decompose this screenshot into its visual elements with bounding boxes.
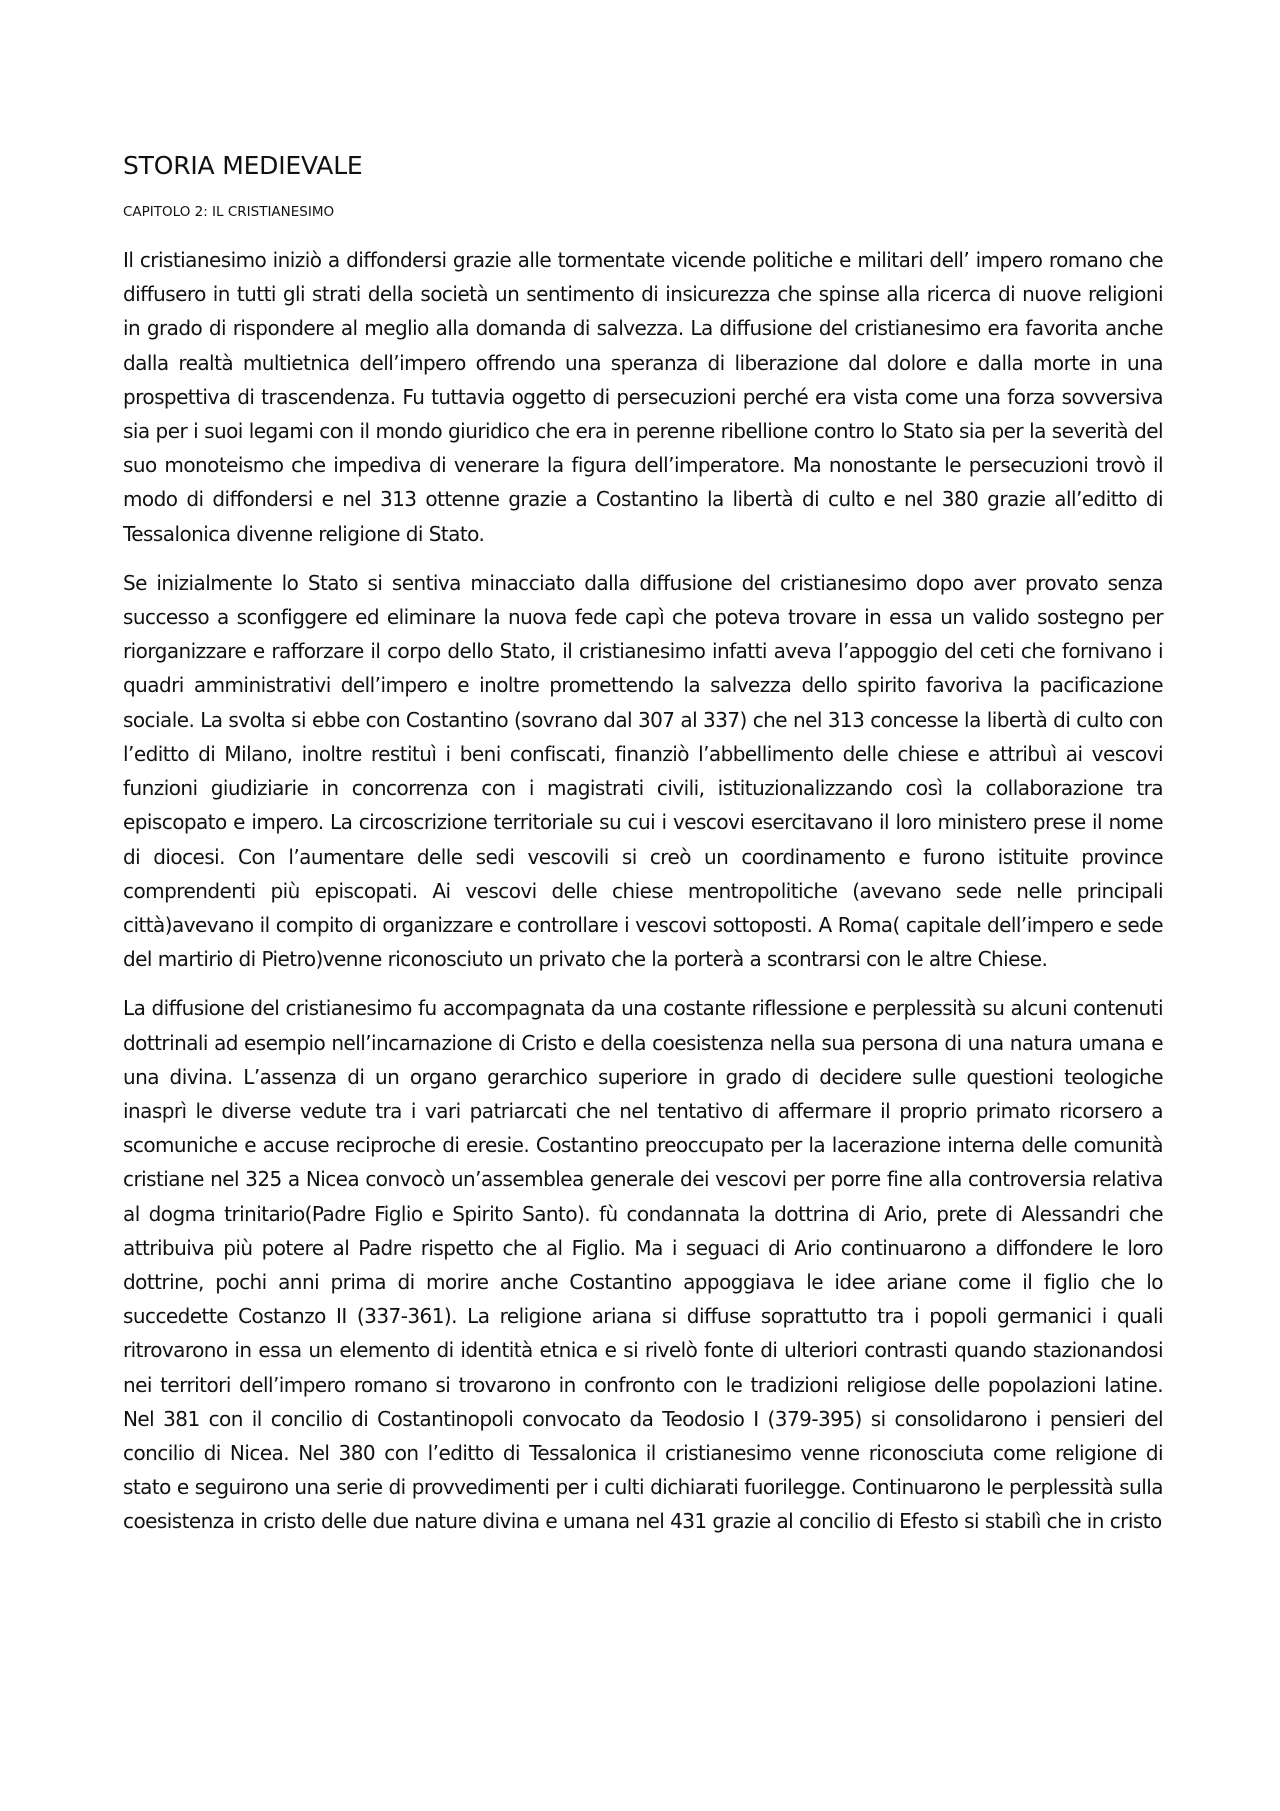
paragraph-2: Se inizialmente lo Stato si sentiva minacciato dalla diffusione del cristianesimo dopo aver provato senza successo a sconfiggere ed eliminare la nuova fede capì che poteva trovare in essa un valido sostegno per riorganizzare e rafforzare il corpo dello Stato, il cristianesimo infatti aveva l’appoggio del ceti che fornivano i quadri amministrativi dell’impero e inoltre promettendo la salvezza dello spirito favoriva la pacificazione sociale. La svolta si ebbe con Costantino (sovrano dal 307 al 337) che nel 313 concesse la libertà di culto con l’editto di Milano, inoltre restituì i beni confiscati, finanziò l’abbellimento delle chiese e attribuì ai vescovi funzioni giudiziarie in concorrenza con i magistrati civili, istituzionalizzando così la collaborazione tra episcopato e impero. La circoscrizione territoriale su cui i vescovi esercitavano il loro ministero prese il nome di diocesi. Con l’aumentare delle sedi vescovili si creò un coordinamento e furono istituite province comprendenti più episcopati. Ai vescovi delle chiese mentropolitiche (avevano sede nelle principali città)avevano il compito di organizzare e controllare i vescovi sottoposti. A Roma( capitale dell’impero e sede del martirio di Pietro)venne riconosciuto un privato che la porterà a scontrarsi con le altre Chiese. xyxy=(123,570,1163,972)
paragraph-1: Il cristianesimo iniziò a diffondersi grazie alle tormentate vicende politiche e militari dell’ impero romano che diffusero in tutti gli strati della società un sentimento di insicurezza che spinse alla ricerca di nuove religioni in grado di rispondere al meglio alla domanda di salvezza. La diffusione del cristianesimo era favorita anche dalla realtà multietnica dell’impero offrendo una speranza di liberazione dal dolore e dalla morte in una prospettiva di trascendenza. Fu tuttavia oggetto di persecuzioni perché era vista come una forza sovversiva sia per i suoi legami con il mondo giuridico che era in perenne ribellione contro lo Stato sia per la severità del suo monoteismo che impediva di venerare la figura dell’imperatore. Ma nonostante le persecuzioni trovò il modo di diffondersi e nel 313 ottenne grazie a Costantino la libertà di culto e nel 380 grazie all’editto di Tessalonica divenne religione di Stato. xyxy=(123,248,1163,546)
paragraph-3: La diffusione del cristianesimo fu accompagnata da una costante riflessione e perplessità su alcuni contenuti dottrinali ad esempio nell’incarnazione di Cristo e della coesistenza nella sua persona di una natura umana e una divina. L’assenza di un organo gerarchico superiore in grado di decidere sulle questioni teologiche inasprì le diverse vedute tra i vari patriarcati che nel tentativo di affermare il proprio primato ricorsero a scomuniche e accuse reciproche di eresie. Costantino preoccupato per la lacerazione interna delle comunità cristiane nel 325 a Nicea convocò un’assemblea generale dei vescovi per porre fine alla controversia relativa al dogma trinitario(Padre Figlio e Spirito Santo). fù condannata la dottrina di Ario, prete di Alessandri che attribuiva più potere al Padre rispetto che al Figlio. Ma i seguaci di Ario continuarono a diffondere le loro dottrine, pochi anni prima di morire anche Costantino appoggiava le idee ariane come il figlio che lo succedette Costanzo II (337-361). La religione ariana si diffuse soprattutto tra i popoli germanici i quali ritrovarono in essa un elemento di identità etnica e si rivelò fonte di ulteriori contrasti quando stazionandosi nei territori dell’impero romano si trovarono in confronto con le tradizioni religiose delle popolazioni latine. Nel 381 con il concilio di Costantinopoli convocato da Teodosio I (379-395) si consolidarono i pensieri del concilio di Nicea. Nel 380 con l’editto di Tessalonica il cristianesimo venne riconosciuta come religione di stato e seguirono una serie di provvedimenti per i culti dichiarati fuorilegge. Continuarono le perplessità sulla coesistenza in cristo delle due nature divina e umana nel 431 grazie al concilio di Efesto si stabilì che in cristo xyxy=(123,996,1163,1534)
document-page xyxy=(123,150,1163,1554)
document-title: STORIA MEDIEVALE xyxy=(123,151,363,180)
chapter-heading: CAPITOLO 2: IL CRISTIANESIMO xyxy=(123,203,335,220)
